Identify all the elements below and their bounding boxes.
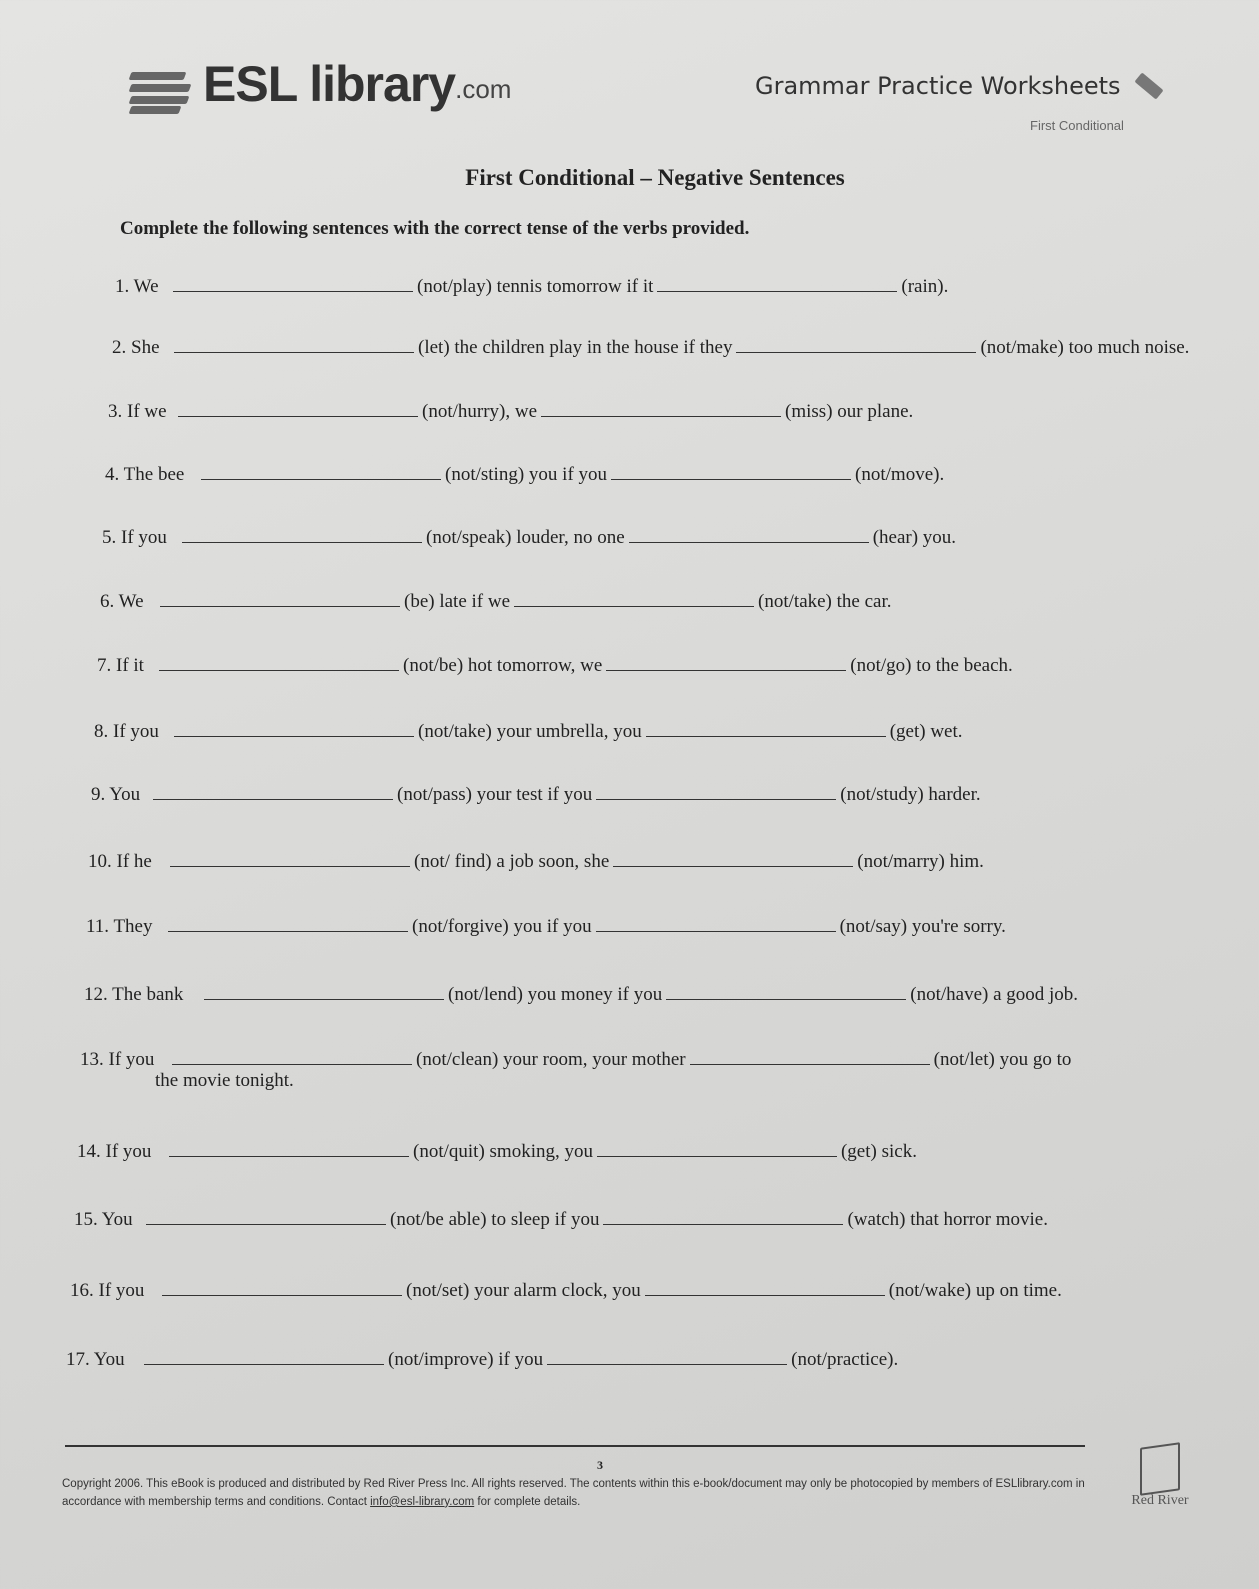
- item-end: (not/go) to the beach.: [850, 655, 1013, 676]
- answer-blank-1[interactable]: [182, 523, 422, 543]
- logo-suffix: .com: [455, 74, 512, 104]
- copyright-text-end: for complete details.: [474, 1495, 581, 1508]
- page-number: 3: [597, 1458, 603, 1472]
- answer-blank-1[interactable]: [201, 460, 441, 480]
- item-middle: (not/sting) you if you: [445, 464, 608, 485]
- logo-text: ESL library: [203, 56, 456, 112]
- item-middle: (not/speak) louder, no one: [426, 527, 625, 548]
- exercise-item: [70, 1276, 1062, 1302]
- item-end: (miss) our plane.: [785, 401, 914, 422]
- item-middle: (not/clean) your room, your mother: [416, 1049, 686, 1070]
- item-prefix: 17. You: [66, 1349, 125, 1370]
- series-subtitle: First Conditional: [1030, 118, 1124, 133]
- answer-blank-1[interactable]: [153, 780, 393, 800]
- exercise-item: [97, 651, 1013, 677]
- instructions: Complete the following sentences with the correct tense of the verbs provided.: [120, 218, 750, 239]
- item-middle: (let) the children play in the house if they: [418, 337, 733, 358]
- item-end: (hear) you.: [872, 527, 957, 548]
- exercise-item: [108, 397, 913, 423]
- answer-blank-2[interactable]: [606, 651, 846, 671]
- item-prefix: 15. You: [74, 1209, 133, 1230]
- item-end: (not/practice).: [791, 1349, 899, 1370]
- publisher-name: Red River: [1131, 1493, 1189, 1508]
- copyright-text: Copyright 2006. This eBook is produced and distributed by Red River Press Inc. All rights reserved. The contents within this e-book/document may only be photocopied by members of ESLlibrary.com in accordance with membership terms and conditions. Contact: [62, 1478, 1085, 1508]
- exercise-item: [80, 1045, 1071, 1071]
- answer-blank-1[interactable]: [146, 1205, 386, 1225]
- item-end: (not/study) harder.: [840, 784, 981, 805]
- contact-email-link[interactable]: info@esl-library.com: [370, 1495, 475, 1508]
- item-end: (not/let) you go to: [933, 1049, 1072, 1070]
- exercise-item: [102, 523, 956, 549]
- item-end: (get) sick.: [840, 1141, 917, 1162]
- answer-blank-1[interactable]: [204, 980, 444, 1000]
- exercise-item: [115, 272, 948, 298]
- answer-blank-2[interactable]: [547, 1345, 787, 1365]
- answer-blank-1[interactable]: [168, 912, 408, 932]
- answer-blank-2[interactable]: [736, 333, 976, 353]
- item-prefix: 6. We: [100, 591, 144, 612]
- answer-blank-2[interactable]: [597, 1137, 837, 1157]
- answer-blank-2[interactable]: [514, 587, 754, 607]
- answer-blank-1[interactable]: [174, 333, 414, 353]
- item-prefix: 10. If he: [88, 851, 152, 872]
- item-middle: (not/improve) if you: [388, 1349, 544, 1370]
- item-end: (get) wet.: [889, 721, 963, 742]
- answer-blank-2[interactable]: [657, 272, 897, 292]
- answer-blank-2[interactable]: [541, 397, 781, 417]
- answer-blank-2[interactable]: [690, 1045, 930, 1065]
- item-prefix: 2. She: [112, 337, 160, 358]
- answer-blank-1[interactable]: [170, 847, 410, 867]
- item-middle: (not/forgive) you if you: [412, 916, 592, 937]
- item-13-continuation: the movie tonight.: [155, 1070, 294, 1091]
- answer-blank-2[interactable]: [596, 780, 836, 800]
- exercise-item: [94, 717, 963, 743]
- series-title: Grammar Practice Worksheets: [755, 72, 1121, 100]
- item-middle: (not/be able) to sleep if you: [390, 1209, 600, 1230]
- item-middle: (be) late if we: [404, 591, 511, 612]
- item-prefix: 13. If you: [80, 1049, 155, 1070]
- item-prefix: 7. If it: [97, 655, 144, 676]
- answer-blank-1[interactable]: [173, 272, 413, 292]
- exercise-item: [100, 587, 892, 613]
- answer-blank-2[interactable]: [629, 523, 869, 543]
- item-end: (rain).: [901, 276, 949, 297]
- item-middle: (not/lend) you money if you: [448, 984, 663, 1005]
- item-middle: (not/take) your umbrella, you: [418, 721, 642, 742]
- exercise-item: [66, 1345, 898, 1371]
- item-end: (not/move).: [855, 464, 945, 485]
- item-middle: (not/pass) your test if you: [397, 784, 593, 805]
- item-prefix: 9. You: [91, 784, 141, 805]
- red-river-logo: [1120, 1445, 1200, 1509]
- answer-blank-2[interactable]: [596, 912, 836, 932]
- item-prefix: 14. If you: [77, 1141, 152, 1162]
- item-prefix: 4. The bee: [105, 464, 185, 485]
- item-middle: (not/quit) smoking, you: [413, 1141, 593, 1162]
- answer-blank-1[interactable]: [178, 397, 418, 417]
- answer-blank-2[interactable]: [611, 460, 851, 480]
- item-middle: (not/set) your alarm clock, you: [406, 1280, 641, 1301]
- item-prefix: 5. If you: [102, 527, 167, 548]
- answer-blank-1[interactable]: [174, 717, 414, 737]
- exercise-item: [86, 912, 1006, 938]
- answer-blank-1[interactable]: [160, 587, 400, 607]
- item-middle: (not/ find) a job soon, she: [414, 851, 610, 872]
- books-icon: [130, 68, 195, 113]
- item-end: (not/have) a good job.: [910, 984, 1079, 1005]
- item-middle: (not/play) tennis tomorrow if it: [417, 276, 654, 297]
- item-middle: (not/hurry), we: [422, 401, 538, 422]
- answer-blank-1[interactable]: [172, 1045, 412, 1065]
- answer-blank-2[interactable]: [645, 1276, 885, 1296]
- exercise-item: [88, 847, 984, 873]
- item-end: (not/say) you're sorry.: [839, 916, 1006, 937]
- item-prefix: 12. The bank: [84, 984, 184, 1005]
- item-end: (not/make) too much noise.: [980, 337, 1190, 358]
- item-prefix: 1. We: [115, 276, 159, 297]
- item-middle: (not/be) hot tomorrow, we: [403, 655, 603, 676]
- item-prefix: 16. If you: [70, 1280, 145, 1301]
- item-prefix: 3. If we: [108, 401, 167, 422]
- esl-library-logo: [130, 55, 511, 113]
- item-end: (watch) that horror movie.: [847, 1209, 1048, 1230]
- exercise-item: [74, 1205, 1048, 1231]
- item-end: (not/take) the car.: [758, 591, 892, 612]
- exercise-item: [77, 1137, 917, 1163]
- pencil-icon: [1134, 72, 1163, 99]
- footer-divider: [65, 1445, 1085, 1447]
- item-prefix: 11. They: [86, 916, 153, 937]
- answer-blank-2[interactable]: [646, 717, 886, 737]
- copyright-notice: [62, 1476, 1112, 1512]
- answer-blank-2[interactable]: [613, 847, 853, 867]
- answer-blank-1[interactable]: [169, 1137, 409, 1157]
- item-prefix: 8. If you: [94, 721, 159, 742]
- answer-blank-1[interactable]: [144, 1345, 384, 1365]
- exercise-item: [84, 980, 1078, 1006]
- answer-blank-2[interactable]: [603, 1205, 843, 1225]
- exercise-item: [91, 780, 981, 806]
- answer-blank-1[interactable]: [159, 651, 399, 671]
- item-end: (not/marry) him.: [857, 851, 984, 872]
- exercise-item: [112, 333, 1189, 359]
- book-icon: [1140, 1442, 1180, 1496]
- page-title: First Conditional – Negative Sentences: [465, 165, 845, 190]
- answer-blank-2[interactable]: [666, 980, 906, 1000]
- item-end: (not/wake) up on time.: [888, 1280, 1062, 1301]
- answer-blank-1[interactable]: [162, 1276, 402, 1296]
- exercise-item: [105, 460, 944, 486]
